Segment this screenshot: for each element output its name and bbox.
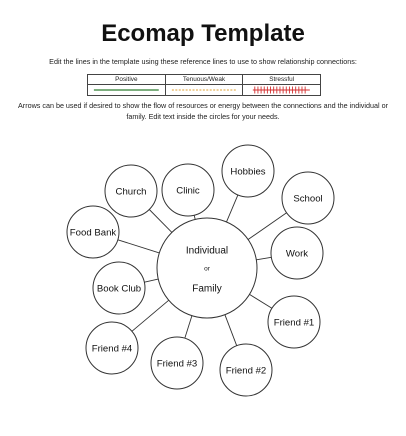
center-label-line3[interactable]: Family [192, 283, 222, 295]
header-stressful: Stressful [243, 75, 321, 85]
connector-friend-2[interactable] [225, 315, 237, 346]
node-label-friend-2[interactable]: Friend #2 [225, 365, 267, 377]
center-label-line2[interactable]: or [204, 265, 210, 273]
center-label-line1[interactable]: Individual [185, 245, 229, 257]
header-tenuous-weak: Tenuous/Weak [165, 75, 243, 85]
connector-friend-3[interactable] [185, 316, 192, 339]
node-label-clinic[interactable]: Clinic [176, 185, 200, 197]
connector-book-club[interactable] [144, 279, 158, 282]
node-label-work[interactable]: Work [285, 248, 309, 260]
node-label-hobbies[interactable]: Hobbies [230, 166, 266, 178]
connector-friend-1[interactable] [250, 294, 272, 308]
node-label-school[interactable]: School [293, 193, 323, 205]
header-positive: Positive [88, 75, 166, 85]
connector-food-bank[interactable] [118, 240, 160, 253]
connector-work[interactable] [256, 257, 271, 260]
page-title: Ecomap Template [101, 20, 305, 47]
node-label-friend-4[interactable]: Friend #4 [91, 343, 133, 355]
node-label-friend-3[interactable]: Friend #3 [156, 358, 198, 370]
connector-church[interactable] [149, 210, 172, 233]
node-label-food-bank[interactable]: Food Bank [69, 227, 117, 239]
node-label-friend-1[interactable]: Friend #1 [273, 317, 315, 329]
node-label-book-club[interactable]: Book Club [96, 283, 142, 295]
connector-hobbies[interactable] [227, 195, 238, 222]
usage-note: Arrows can be used if desired to show the flow of resources or energy between the connections and the individual or family. Edit text inside the circles for your needs. [18, 101, 388, 121]
node-label-church[interactable]: Church [115, 186, 147, 198]
connector-clinic[interactable] [194, 215, 195, 219]
reference-instructions: Edit the lines in the template using these reference lines to use to show relationship connections: [49, 57, 357, 66]
